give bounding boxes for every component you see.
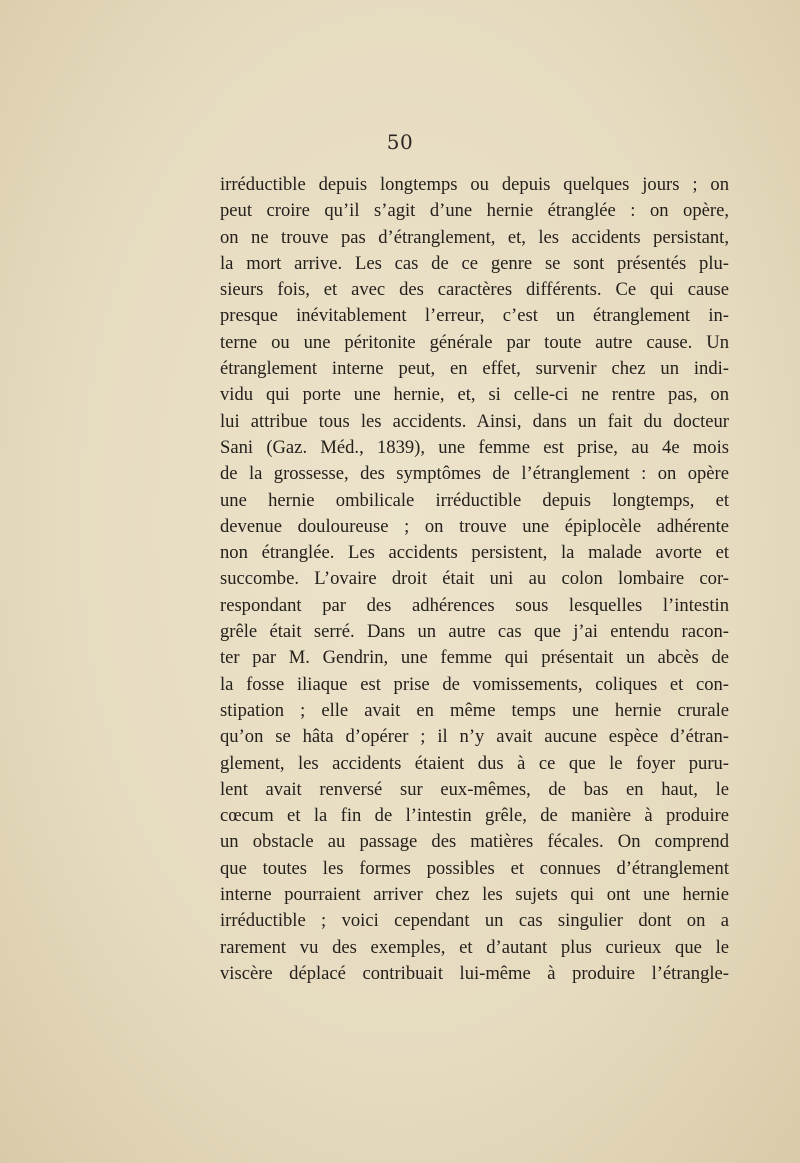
text-line: la mort arrive. Les cas de ce genre se sont présentés plu- [220, 252, 729, 274]
text-line: étranglement interne peut, en effet, survenir chez un indi- [220, 358, 729, 380]
body-text [220, 172, 729, 987]
text-line: que toutes les formes possibles et connues d’étranglement [220, 857, 729, 879]
text-line: une hernie ombilicale irréductible depuis longtemps, et [220, 489, 729, 511]
page-number: 50 [386, 130, 414, 154]
text-line: non étranglée. Les accidents persistent, la malade avorte et [220, 542, 729, 564]
text-line: stipation ; elle avait en même temps une hernie crurale [220, 699, 729, 721]
text-line: irréductible ; voici cependant un cas singulier dont on a [220, 910, 729, 932]
text-line: viscère déplacé contribuait lui-même à produire l’étrangle- [220, 962, 729, 984]
text-line: vidu qui porte une hernie, et, si celle-ci ne rentre pas, on [220, 384, 729, 406]
text-line: grêle était serré. Dans un autre cas que j’ai entendu racon- [220, 621, 729, 643]
text-line: ter par M. Gendrin, une femme qui présentait un abcès de [220, 647, 729, 669]
text-line: devenue douloureuse ; on trouve une épiplocèle adhérente [220, 515, 729, 537]
text-line: peut croire qu’il s’agit d’une hernie étranglée : on opère, [220, 200, 729, 222]
text-line: Sani (Gaz. Méd., 1839), une femme est prise, au 4e mois [220, 436, 729, 458]
text-line: lent avait renversé sur eux-mêmes, de bas en haut, le [220, 778, 729, 800]
text-line: succombe. L’ovaire droit était uni au colon lombaire cor- [220, 568, 729, 590]
text-line: terne ou une péritonite générale par toute autre cause. Un [220, 331, 729, 353]
text-line: la fosse iliaque est prise de vomissements, coliques et con- [220, 673, 729, 695]
text-line: sieurs fois, et avec des caractères différents. Ce qui cause [220, 279, 729, 301]
text-line: presque inévitablement l’erreur, c’est un étranglement in- [220, 305, 729, 327]
text-line: interne pourraient arriver chez les sujets qui ont une hernie [220, 884, 729, 906]
text-line: un obstacle au passage des matières fécales. On comprend [220, 831, 729, 853]
text-line: irréductible depuis longtemps ou depuis quelques jours ; on [220, 174, 729, 195]
text-line: respondant par des adhérences sous lesquelles l’intestin [220, 594, 729, 616]
text-line: qu’on se hâta d’opérer ; il n’y avait aucune espèce d’étran- [220, 726, 729, 748]
text-line: on ne trouve pas d’étranglement, et, les accidents persistant, [220, 226, 729, 248]
text-line: cœcum et la fin de l’intestin grêle, de manière à produire [220, 805, 729, 827]
text-line: de la grossesse, des symptômes de l’étranglement : on opère [220, 463, 729, 485]
text-line: rarement vu des exemples, et d’autant plus curieux que le [220, 936, 729, 958]
text-line: lui attribue tous les accidents. Ainsi, dans un fait du docteur [220, 410, 729, 432]
text-line: glement, les accidents étaient dus à ce que le foyer puru- [220, 752, 729, 774]
